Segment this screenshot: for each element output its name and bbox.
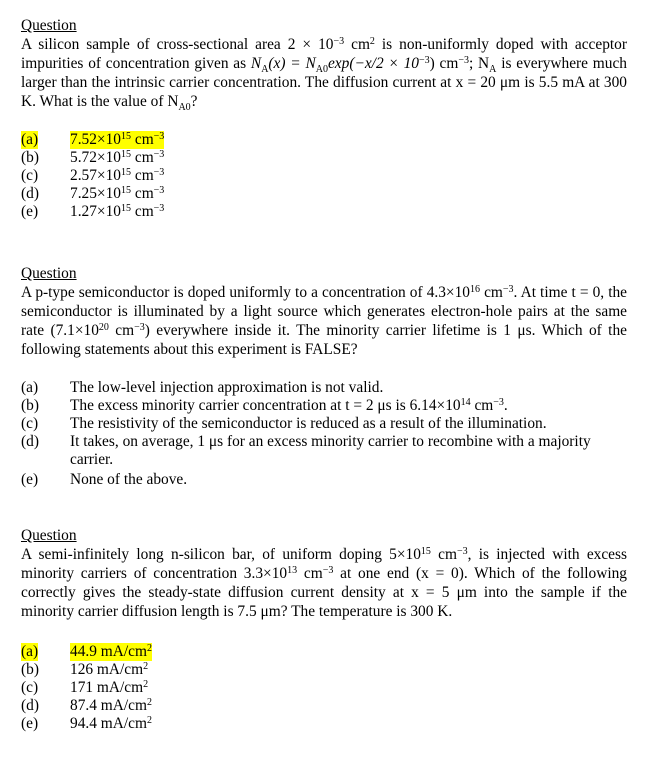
question-stem: A semi-infinitely long n-silicon bar, of uniform doping $5\times 10^{15}$ $cm^{-3}$, is injected with excess minority carriers of concentration $3.3\times 10^{13}$ $cm^{-3}$ at one end (x = 0). Which of the following correctly gives the steady-state diffusion current density at x = 5 μm into the sample if the minority carrier diffusion length is 7.5 μm? The temperature is 300 K.	[21, 546, 627, 620]
option-a[interactable]	[21, 379, 627, 397]
question-stem: A silicon sample of cross-sectional area $2 \times 10^{-3}$ $cm^2$ is non-uniformly doped with acceptor impurities of concentration given as $N_A(x) = N_{A0}\exp(-x/2 \times 10^{-3})$ $cm^{-3}$; $N_A$ is everywhere much larger than the intrinsic carrier concentration. The diffusion current at x = 20 μm is 5.5 mA at 300 K. What is the value of $N_{A0}$?	[21, 36, 627, 114]
question-heading: Question	[21, 265, 77, 282]
option-label: (b)	[21, 661, 39, 678]
option-a[interactable]	[21, 131, 627, 149]
option-label: (e)	[21, 715, 39, 732]
option-label: (c)	[21, 415, 39, 432]
option-text: The low-level injection approximation is not valid.	[70, 379, 384, 396]
option-a[interactable]	[21, 643, 627, 661]
option-text: 87.4 $mA/cm^2$	[70, 697, 152, 714]
option-label: (e)	[21, 203, 39, 220]
option-text: $7.52\times 10^{15}$ $cm^{-3}$	[70, 131, 165, 148]
option-label: (c)	[21, 167, 39, 184]
option-e[interactable]	[21, 471, 627, 489]
option-b[interactable]	[21, 397, 627, 415]
option-label: (a)	[21, 643, 39, 660]
question-heading: Question	[21, 527, 77, 544]
option-text: $2.57\times 10^{15}$ $cm^{-3}$	[70, 167, 165, 184]
options-list	[21, 643, 627, 733]
option-text: 171 $mA/cm^2$	[70, 679, 149, 696]
option-label: (b)	[21, 397, 39, 414]
question-2	[21, 264, 627, 489]
option-label: (d)	[21, 433, 39, 450]
question-3	[21, 526, 627, 733]
option-d[interactable]	[21, 697, 627, 715]
option-text: The excess minority carrier concentration at t = 2 μs is $6.14\times 10^{14}$ $cm^{-3}$.	[70, 397, 508, 414]
option-text: $7.25\times 10^{15}$ $cm^{-3}$	[70, 185, 165, 202]
option-text: 126 $mA/cm^2$	[70, 661, 149, 678]
option-text: None of the above.	[70, 471, 188, 488]
option-text: It takes, on average, 1 μs for an excess minority carrier to recombine with a majority carrier.	[70, 433, 591, 468]
option-label: (e)	[21, 471, 39, 488]
options-list	[21, 131, 627, 221]
question-stem: A p-type semiconductor is doped uniformly to a concentration of $4.3\times 10^{16}$ $cm^{-3}$. At time t = 0, the semiconductor is illuminated by a light source which generates electron-hole pairs at the same rate ($7.1\times 10^{20}$ $cm^{-3}$) everywhere inside it. The minority carrier lifetime is 1 μs. Which of the following statements about this experiment is FALSE?	[21, 284, 627, 358]
options-list	[21, 379, 627, 489]
option-b[interactable]	[21, 661, 627, 679]
option-b[interactable]	[21, 149, 627, 167]
option-c[interactable]	[21, 167, 627, 185]
option-text: $5.72\times 10^{15}$ $cm^{-3}$	[70, 149, 165, 166]
option-label: (a)	[21, 131, 39, 148]
option-text: $1.27\times 10^{15}$ $cm^{-3}$	[70, 203, 165, 220]
option-e[interactable]	[21, 203, 627, 221]
question-heading: Question	[21, 17, 77, 34]
option-text: The resistivity of the semiconductor is reduced as a result of the illumination.	[70, 415, 547, 432]
option-d[interactable]	[21, 185, 627, 203]
option-text: 44.9 $mA/cm^2$	[70, 643, 152, 660]
option-label: (d)	[21, 697, 39, 714]
option-text: 94.4 $mA/cm^2$	[70, 715, 152, 732]
option-label: (a)	[21, 379, 39, 396]
option-c[interactable]	[21, 679, 627, 697]
option-c[interactable]	[21, 415, 627, 433]
option-label: (b)	[21, 149, 39, 166]
option-e[interactable]	[21, 715, 627, 733]
option-label: (d)	[21, 185, 39, 202]
question-1	[21, 16, 627, 221]
option-label: (c)	[21, 679, 39, 696]
option-d[interactable]	[21, 433, 627, 469]
